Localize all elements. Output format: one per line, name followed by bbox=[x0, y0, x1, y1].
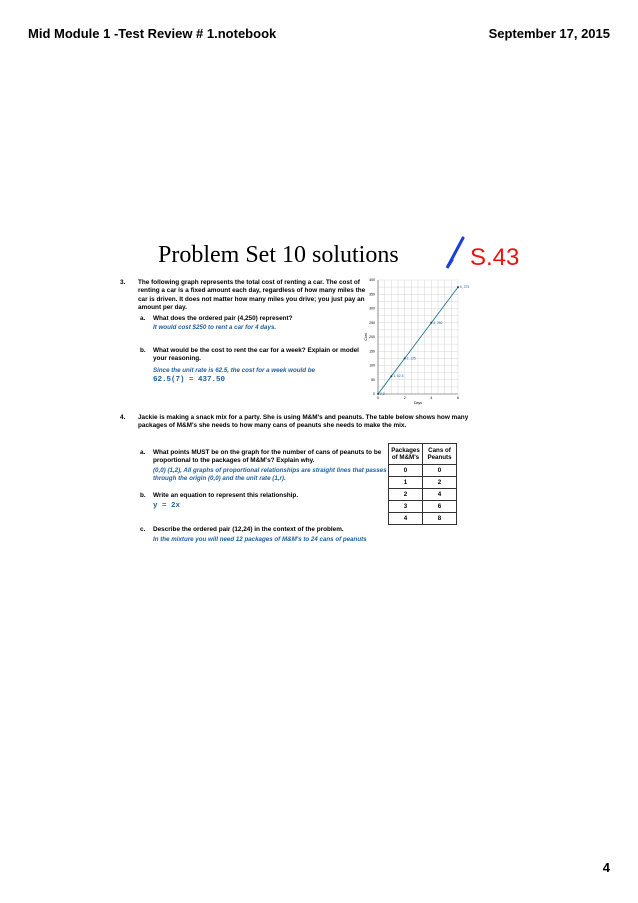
data-point-label: 4, 250 bbox=[433, 320, 443, 325]
table-header-row bbox=[389, 444, 457, 465]
data-point bbox=[404, 357, 406, 359]
q3b-question-line: your reasoning. bbox=[153, 355, 201, 363]
q4a-question-line: proportional to the packages of M&M's? Explain why. bbox=[153, 457, 315, 465]
q4-number: 4. bbox=[120, 414, 126, 421]
q4c-answer: In the mixture you will need 12 packages of M&M's to 24 cans of peanuts bbox=[153, 536, 367, 543]
table-cell: 2 bbox=[389, 489, 423, 501]
data-point-label: 2, 125 bbox=[406, 356, 416, 361]
table-cell: 4 bbox=[389, 513, 423, 525]
header-notebook-title: Mid Module 1 -Test Review # 1.notebook bbox=[28, 26, 277, 41]
table-cell: 3 bbox=[389, 501, 423, 513]
data-point-label: 0,0 bbox=[380, 392, 385, 396]
q3a-answer: It would cost $250 to rent a car for 4 days. bbox=[153, 324, 277, 331]
page-reference-annotation: S.43 bbox=[470, 244, 520, 271]
q4b-math: y = 2x bbox=[153, 502, 181, 510]
q4c-label: c. bbox=[140, 526, 146, 533]
table-cell: 0 bbox=[389, 465, 423, 477]
q4-stem-line: Jackie is making a snack mix for a party. She is using M&M's and peanuts. The table below shows how many bbox=[138, 414, 469, 421]
data-point-label: 6, 375 bbox=[460, 285, 470, 290]
q3a-label: a. bbox=[140, 315, 146, 322]
q3b-answer: Since the unit rate is 62.5, the cost for a week would be bbox=[153, 367, 315, 374]
q3-stem-line: renting a car is a fixed amount each day, regardless of how many miles the bbox=[138, 287, 366, 295]
table-row bbox=[389, 501, 457, 513]
q3b-label: b. bbox=[140, 347, 146, 354]
q3a-question: What does the ordered pair (4,250) represent? bbox=[153, 315, 293, 322]
y-tick-label: 400 bbox=[369, 278, 375, 283]
q4a-question-line: What points MUST be on the graph for the number of cans of peanuts to be bbox=[153, 449, 382, 456]
q4a-answer-line: (0,0) (1,2), All graphs of proportional relationships are straight lines that passes bbox=[153, 467, 387, 474]
q4a-label: a. bbox=[140, 449, 146, 456]
y-tick-label: 300 bbox=[369, 306, 375, 311]
q4c-question: Describe the ordered pair (12,24) in the context of the problem. bbox=[153, 526, 344, 533]
q4b-label: b. bbox=[140, 492, 146, 499]
data-point bbox=[430, 322, 432, 324]
q4a-answer-line: through the origin (0,0) and the unit rate (1,r). bbox=[153, 475, 286, 483]
table-header-packages: Packages of M&M's bbox=[389, 444, 423, 465]
page-title: Problem Set 10 solutions bbox=[158, 242, 399, 268]
y-tick-label: 150 bbox=[369, 349, 375, 354]
graph-y-label: Cost bbox=[364, 333, 368, 341]
q4a-answer bbox=[153, 467, 387, 483]
table-row bbox=[389, 465, 457, 477]
x-tick-label: 2 bbox=[403, 396, 406, 400]
q3b-math: 62.5(7) = 437.50 bbox=[153, 376, 226, 384]
table-cell: 1 bbox=[389, 477, 423, 489]
table-cell: 8 bbox=[423, 513, 457, 525]
table-cell: 2 bbox=[423, 477, 457, 489]
graph-ticks bbox=[369, 278, 459, 400]
graph-grid bbox=[378, 280, 458, 394]
table-row bbox=[389, 477, 457, 489]
y-tick-label: 50 bbox=[371, 377, 375, 382]
q3-stem-line: car is driven. It does not matter how many miles you drive; you just pay an bbox=[138, 295, 365, 303]
cost-graph bbox=[362, 276, 470, 408]
x-tick-label: 6 bbox=[457, 396, 459, 400]
y-tick-label: 0 bbox=[373, 392, 375, 397]
q3b-question bbox=[153, 347, 359, 364]
q3-number: 3. bbox=[120, 279, 126, 286]
y-tick-label: 350 bbox=[369, 292, 375, 297]
q4-stem-line: packages of M&M's she needs to how many cans of peanuts she needs to make the mix. bbox=[138, 422, 407, 430]
y-tick-label: 100 bbox=[369, 363, 375, 368]
q4b-question: Write an equation to represent this relationship. bbox=[153, 492, 299, 499]
q3-stem bbox=[138, 279, 368, 313]
graph-series bbox=[377, 285, 469, 396]
q4a-question bbox=[153, 449, 381, 466]
data-point bbox=[377, 393, 379, 395]
data-point bbox=[457, 286, 459, 288]
q3b-question-line: What would be the cost to rent the car for a week? Explain or model bbox=[153, 347, 359, 354]
x-tick-label: 4 bbox=[430, 396, 433, 400]
table-header-peanuts: Cans of Peanuts bbox=[423, 444, 457, 465]
header-date: September 17, 2015 bbox=[488, 26, 610, 41]
table-row bbox=[389, 489, 457, 501]
table-row bbox=[389, 513, 457, 525]
q3-stem-line: amount per day. bbox=[138, 304, 187, 312]
data-point-label: 1, 62.5 bbox=[393, 374, 404, 379]
graph-x-label: Days bbox=[414, 401, 422, 405]
q4-stem bbox=[138, 414, 478, 431]
data-point bbox=[390, 375, 392, 377]
y-tick-label: 250 bbox=[369, 320, 375, 325]
y-tick-label: 200 bbox=[369, 335, 375, 340]
q3-stem-line: The following graph represents the total cost of renting a car. The cost of bbox=[138, 279, 360, 286]
table-cell: 0 bbox=[423, 465, 457, 477]
x-tick-label: 0 bbox=[377, 396, 379, 400]
page-number: 4 bbox=[602, 860, 610, 875]
table-cell: 4 bbox=[423, 489, 457, 501]
mm-peanuts-table bbox=[388, 443, 457, 525]
table-cell: 6 bbox=[423, 501, 457, 513]
